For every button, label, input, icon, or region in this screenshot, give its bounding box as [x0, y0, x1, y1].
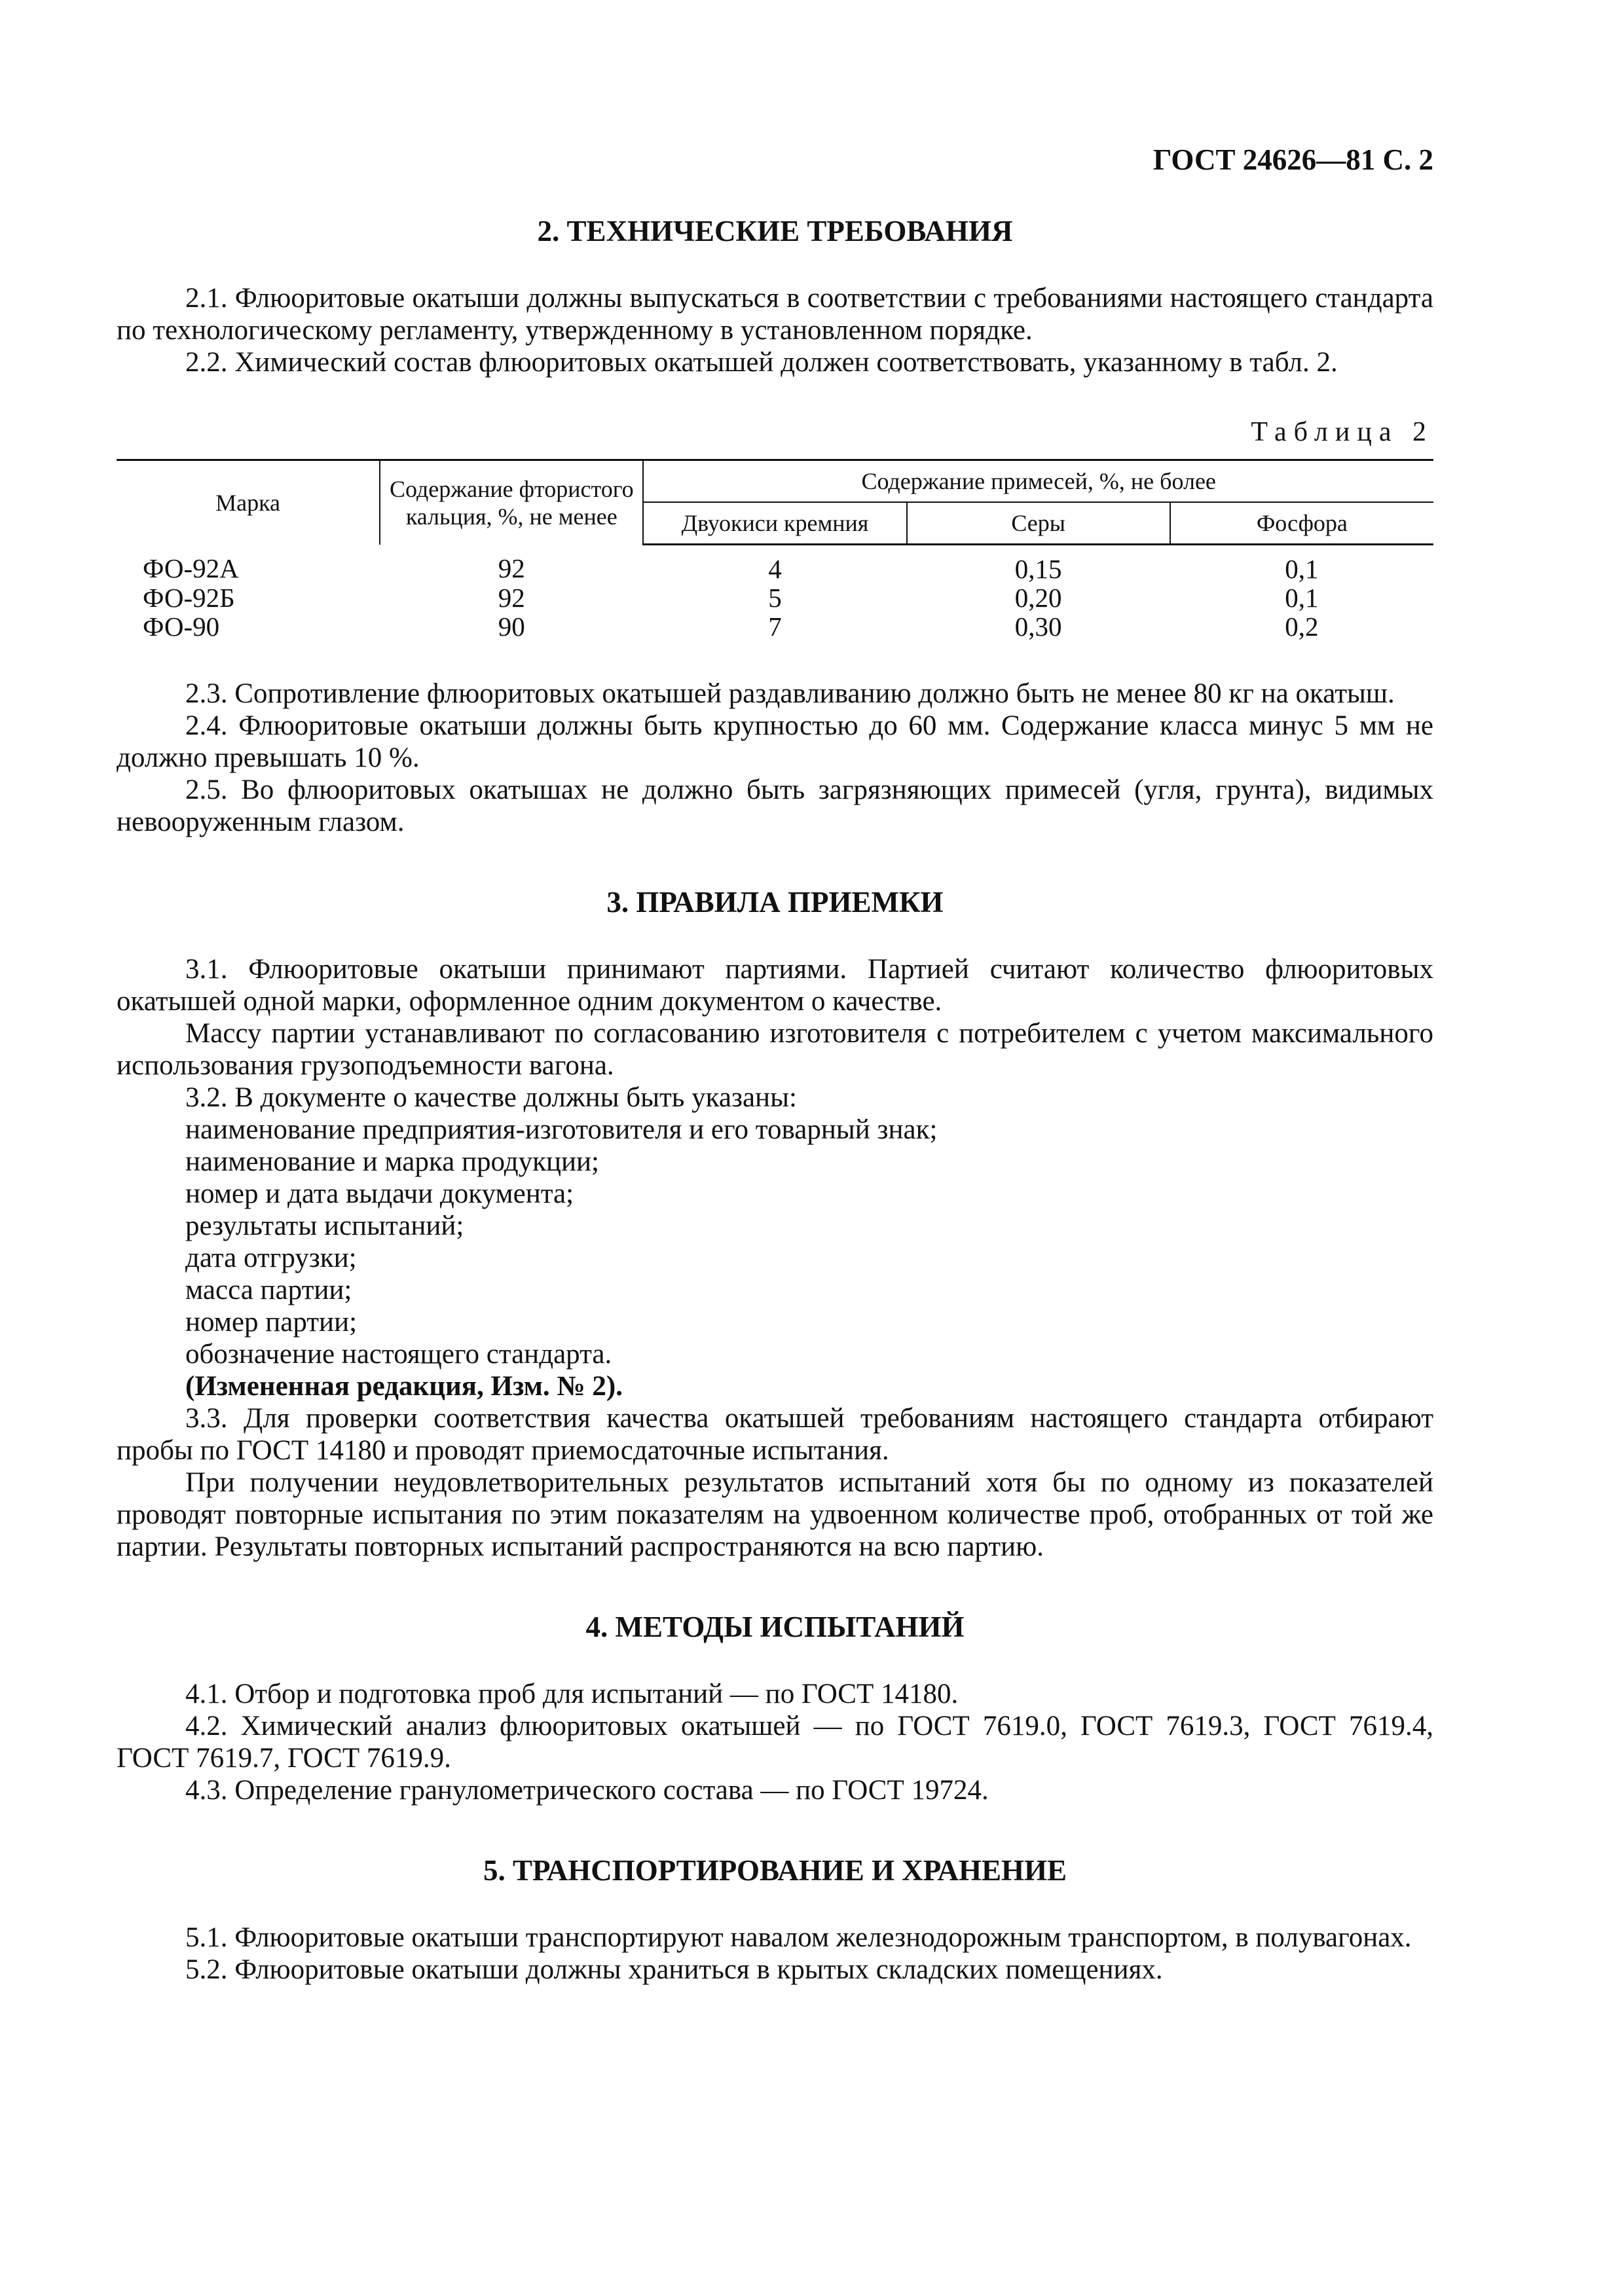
cell-sio2: 7 [768, 611, 782, 642]
paragraph-3-3: 3.3. Для проверки соответствия качества окатышей требованиям настоящего стандарта отбирают пробы по ГОСТ 14180 и проводят приемосдаточные испытания. [117, 1403, 1433, 1466]
list-item: наименование и марка продукции; [185, 1146, 599, 1177]
header-caf2: Содержание фтористого кальция, %, не менее [380, 460, 643, 545]
paragraph-2-3: 2.3. Сопротивление флюоритовых окатышей раздавливанию должно быть не менее 80 кг на окатыш. [185, 678, 1395, 709]
header-sio2: Двуокиси кремния [643, 502, 906, 545]
list-item: номер партии; [185, 1307, 358, 1338]
paragraph-5-1: 5.1. Флюоритовые окатыши транспортируют навалом железнодорожным транспортом, в полувагонах. [185, 1922, 1412, 1953]
paragraph-2-4: 2.4. Флюоритовые окатыши должны быть крупностью до 60 мм. Содержание класса минус 5 мм не должно превышать 10 %. [117, 710, 1433, 773]
paragraph-4-3: 4.3. Определение гранулометрического состава — по ГОСТ 19724. [185, 1775, 989, 1806]
header-phosphorus: Фосфора [1170, 502, 1433, 545]
paragraph-2-1: 2.1. Флюоритовые окатыши должны выпускаться в соответствии с требованиями настоящего стандарта по технологическому регламенту, утвержденному в установленном порядке. [117, 283, 1433, 346]
section-2-title: 2. ТЕХНИЧЕСКИЕ ТРЕБОВАНИЯ [537, 215, 1013, 247]
paragraph-5-2: 5.2. Флюоритовые окатыши должны храниться в крытых складских помещениях. [185, 1954, 1163, 1985]
header-mark: Марка [117, 460, 380, 545]
cell-caf2: 90 [498, 611, 525, 642]
cell-mark: ФО-92А [143, 553, 239, 584]
paragraph-2-2: 2.2. Химический состав флюоритовых окатышей должен соответствовать, указанному в табл. 2. [185, 347, 1338, 378]
list-item: масса партии; [185, 1275, 352, 1305]
paragraph-3-1-mass: Массу партии устанавливают по согласованию изготовителя с потребителем с учетом максимального использования грузоподъемности вагона. [117, 1018, 1433, 1081]
header-sulfur: Серы [907, 502, 1170, 545]
table-row [117, 612, 1433, 641]
cell-mark: ФО-90 [143, 611, 220, 642]
section-5-title: 5. ТРАНСПОРТИРОВАНИЕ И ХРАНЕНИЕ [483, 1854, 1067, 1887]
cell-caf2: 92 [498, 583, 525, 613]
cell-sulfur: 0,15 [1014, 554, 1062, 584]
paragraph-2-5: 2.5. Во флюоритовых окатышах не должно быть загрязняющих примесей (угля, грунта), видимых невооруженным глазом. [117, 774, 1433, 837]
cell-phosphorus: 0,2 [1285, 611, 1319, 642]
list-item: обозначение настоящего стандарта. [185, 1339, 612, 1370]
paragraph-3-2: 3.2. В документе о качестве должны быть указаны: [185, 1082, 797, 1113]
list-item: результаты испытаний; [185, 1211, 464, 1241]
cell-sulfur: 0,20 [1014, 583, 1062, 613]
table-row [117, 583, 1433, 612]
list-item: наименование предприятия-изготовителя и его товарный знак; [185, 1114, 938, 1145]
list-item: дата отгрузки; [185, 1243, 357, 1273]
section-3-title: 3. ПРАВИЛА ПРИЕМКИ [606, 886, 944, 919]
paragraph-3-1: 3.1. Флюоритовые окатыши принимают партиями. Партией считают количество флюоритовых окатышей одной марки, оформленное одним документом о качестве. [117, 954, 1433, 1017]
paragraph-4-1: 4.1. Отбор и подготовка проб для испытаний — по ГОСТ 14180. [185, 1679, 959, 1709]
table-row [117, 545, 1433, 584]
running-title: ГОСТ 24626—81 С. 2 [1152, 143, 1433, 176]
paragraph-4-2: 4.2. Химический анализ флюоритовых окатышей — по ГОСТ 7619.0, ГОСТ 7619.3, ГОСТ 7619.4, ГОСТ 7619.7, ГОСТ 7619.9. [117, 1711, 1433, 1774]
cell-caf2: 92 [498, 553, 525, 584]
composition-table [117, 459, 1433, 641]
section-4-title: 4. МЕТОДЫ ИСПЫТАНИЙ [585, 1611, 965, 1643]
cell-sio2: 4 [768, 554, 782, 584]
amendment-note: (Измененная редакция, Изм. № 2). [185, 1371, 623, 1402]
page-content [117, 144, 1433, 1986]
cell-phosphorus: 0,1 [1285, 583, 1319, 613]
list-item: номер и дата выдачи документа; [185, 1178, 574, 1209]
cell-sulfur: 0,30 [1014, 611, 1062, 642]
table-label: Таблица 2 [1251, 417, 1433, 447]
header-impurities: Содержание примесей, %, не более [643, 460, 1433, 503]
paragraph-3-3-retest: При получении неудовлетворительных результатов испытаний хотя бы по одному из показателей проводят повторные испытания по этим показателям на удвоенном количестве проб, отобранных от той же партии. Результаты повторных испытаний распространяются на всю партию. [117, 1467, 1433, 1562]
cell-mark: ФО-92Б [143, 583, 235, 613]
cell-phosphorus: 0,1 [1285, 554, 1319, 584]
cell-sio2: 5 [768, 583, 782, 613]
